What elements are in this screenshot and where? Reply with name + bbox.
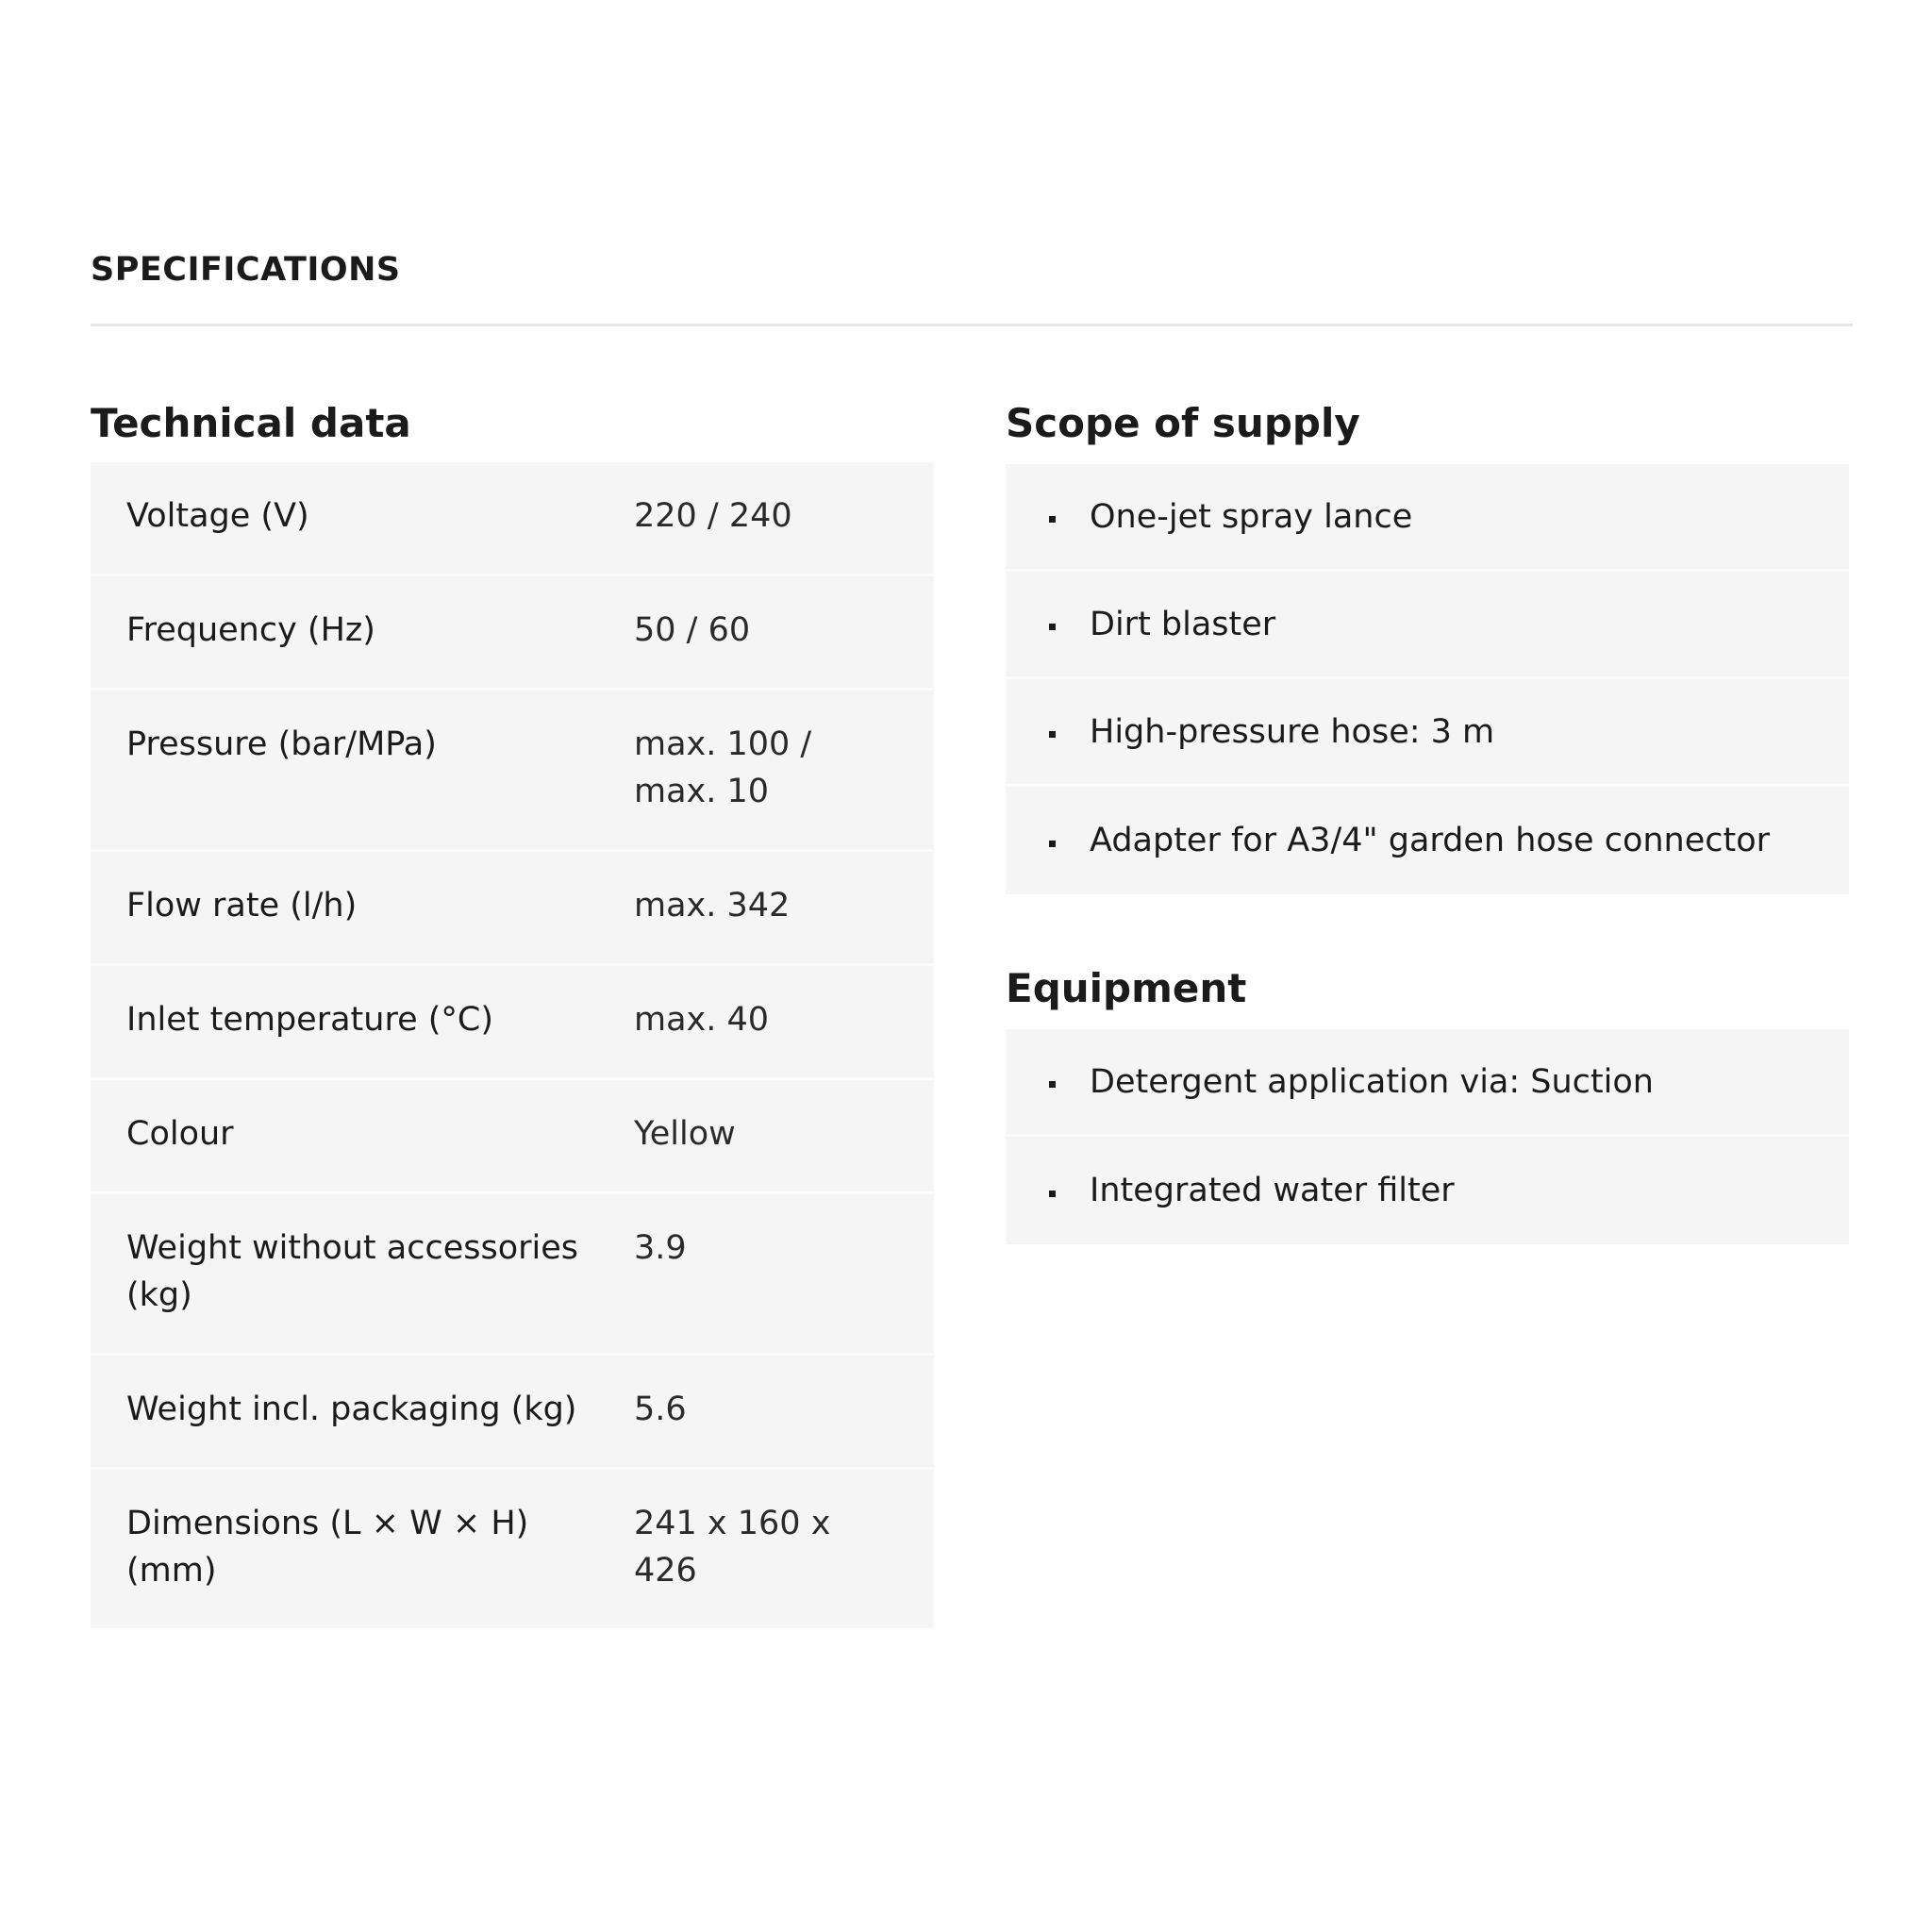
list-item-text: High-pressure hose: 3 m [1090,712,1495,751]
row-value: 220 / 240 [634,497,792,535]
equipment-list [1006,1029,1849,1244]
bullet-icon [1049,624,1056,630]
row-value: 50 / 60 [634,611,751,649]
table-row [91,462,934,576]
table-row [91,576,934,691]
row-value: max. 100 / max. 10 [634,725,812,810]
row-label: Pressure (bar/MPa) [126,725,437,763]
row-value: max. 40 [634,1001,770,1039]
section-divider [91,324,1853,326]
list-item-text: Adapter for A3/4" garden hose connector [1090,822,1771,859]
row-label: Flow rate (l/h) [126,887,358,924]
list-item-text: Integrated water filter [1090,1172,1455,1209]
list-item [1006,679,1849,787]
table-row [91,1080,934,1194]
list-item [1006,464,1849,572]
row-label: Weight without accessories (kg) [126,1229,578,1314]
equipment-title: Equipment [1006,965,1247,1011]
technical-data-table [91,462,934,1628]
list-item [1006,572,1849,679]
equipment-block [1006,960,1849,1244]
specifications-title: SPECIFICATIONS [91,251,401,289]
table-row [91,691,934,852]
scope-of-supply-list [1006,464,1849,894]
row-value: Yellow [634,1115,736,1153]
bullet-icon [1049,1191,1056,1197]
row-label: Colour [126,1115,234,1153]
bullet-icon [1049,1081,1056,1088]
row-value: max. 342 [634,887,791,924]
list-item [1006,1137,1849,1244]
row-label: Weight incl. packaging (kg) [126,1391,577,1428]
row-label: Inlet temperature (°C) [126,1001,493,1039]
table-row [91,852,934,966]
table-row [91,1356,934,1470]
table-row [91,966,934,1080]
list-item [1006,787,1849,894]
technical-data-column [91,395,934,1628]
list-item [1006,1029,1849,1137]
table-row [91,1194,934,1356]
technical-data-title: Technical data [91,400,411,446]
bullet-icon [1049,731,1056,738]
list-item-text: Dirt blaster [1090,605,1276,643]
bullet-icon [1049,841,1056,847]
list-item-text: Detergent application via: Suction [1090,1062,1654,1101]
scope-of-supply-title: Scope of supply [1006,400,1360,446]
row-value: 3.9 [634,1229,687,1267]
row-label: Frequency (Hz) [126,611,375,649]
table-row [91,1470,934,1628]
row-value: 241 x 160 x 426 [634,1505,831,1590]
bullet-icon [1049,516,1056,523]
specifications-section [91,247,1853,1590]
row-label: Voltage (V) [126,497,309,535]
row-value: 5.6 [634,1391,687,1428]
supply-column [1006,395,1849,1244]
row-label: Dimensions (L × W × H) (mm) [126,1505,529,1590]
list-item-text: One-jet spray lance [1090,497,1413,536]
